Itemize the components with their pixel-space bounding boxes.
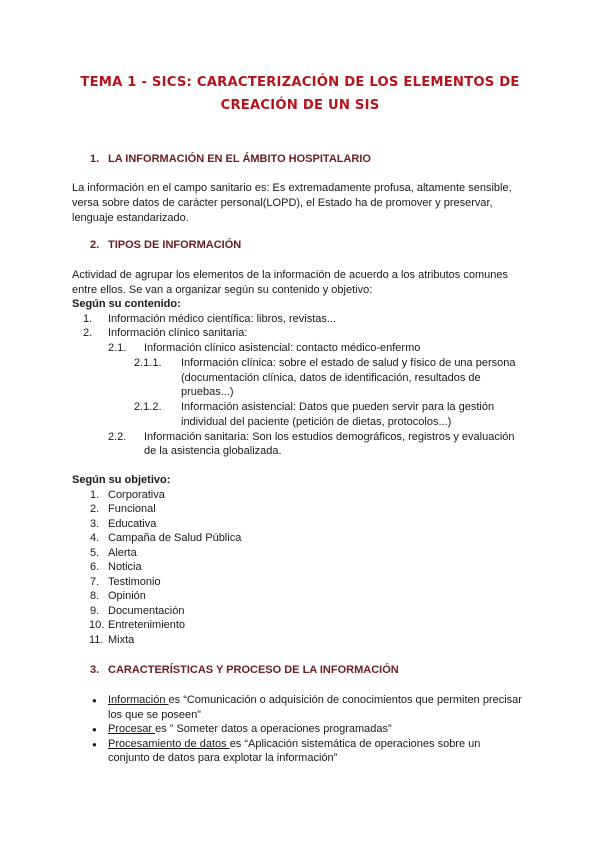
- list-item: Noticia: [108, 561, 142, 573]
- section-1-title: LA INFORMACIÓN EN EL ÁMBITO HOSPITALARIO: [108, 153, 371, 165]
- definition-text: es ” Someter datos a operaciones programadas”: [155, 723, 392, 735]
- section-3-number: 3.: [90, 664, 100, 676]
- paragraph-line: Actividad de agrupar los elementos de la información de acuerdo a los atributos comunes: [72, 269, 508, 281]
- list-number: 2.2.: [108, 431, 127, 443]
- term-informacion: Información: [108, 694, 169, 706]
- paragraph-line: versa sobre datos de carácter personal(LOPD), el Estado ha de promover y preservar,: [72, 197, 493, 209]
- list-number: 3.: [90, 518, 100, 530]
- paragraph-line: lenguaje estandarizado.: [72, 212, 189, 224]
- list-item: Opinión: [108, 590, 146, 602]
- list-number: 2.1.1.: [134, 357, 162, 369]
- list-number: 1.: [90, 489, 100, 501]
- list-number: 2.: [83, 327, 93, 339]
- definition-text: es “Aplicación sistemática de operaciones sobre un: [229, 738, 481, 750]
- bullet-item-procesar: [108, 722, 392, 737]
- bullet-item-informacion: [108, 693, 522, 708]
- list-item: Entretenimiento: [108, 619, 186, 631]
- bullet-icon: ●: [92, 696, 97, 705]
- section-1-number: 1.: [90, 153, 100, 165]
- list-item: Información clínico asistencial: contacto médico-enfermo: [144, 342, 421, 354]
- list-item: Documentación: [108, 605, 185, 617]
- title-line-2: CREACIÓN DE UN SIS: [220, 98, 380, 113]
- bullet-item-cont: conjunto de datos para explotar la información”: [108, 752, 338, 764]
- list-item: Información asistencial: Datos que pueden servir para la gestión: [181, 401, 495, 413]
- list-number: 2.1.2.: [134, 401, 162, 413]
- list-item-cont: de la asistencia globalizada.: [144, 445, 282, 457]
- list-number: 9.: [90, 605, 100, 617]
- list-number: 8.: [90, 590, 100, 602]
- list-number: 5.: [90, 547, 100, 559]
- list-number: 2.1.: [108, 342, 127, 354]
- section-2-number: 2.: [90, 239, 100, 251]
- bullet-item-procesamiento: [108, 737, 480, 752]
- paragraph-line: La información en el campo sanitario es: Es extremadamente profusa, altamente sensible,: [72, 182, 512, 194]
- definition-text: es “Comunicación o adquisición de conocimientos que permiten precisar: [168, 694, 522, 706]
- bullet-icon: ●: [92, 725, 97, 734]
- contenido-label: Según su contenido:: [72, 298, 181, 310]
- section-2-intro: [72, 268, 528, 298]
- list-number: 1.: [83, 313, 93, 325]
- list-number: 10.: [89, 619, 105, 631]
- list-item: Educativa: [108, 518, 157, 530]
- section-3-title: CARACTERÍSTICAS Y PROCESO DE LA INFORMACIÓN: [108, 664, 399, 676]
- section-2-heading: [90, 239, 241, 251]
- list-item: Mixta: [108, 634, 135, 646]
- paragraph-line: entre ellos. Se van a organizar según su contenido y objetivo:: [72, 284, 373, 296]
- list-item-cont: (documentación clínica, datos de identificación, resultados de: [181, 372, 481, 384]
- section-2-title: TIPOS DE INFORMACIÓN: [108, 239, 242, 251]
- term-procesar: Procesar: [108, 723, 156, 735]
- list-item: Información clínica: sobre el estado de salud y físico de una persona: [181, 357, 516, 369]
- list-item: Corporativa: [108, 489, 165, 501]
- term-procesamiento: Procesamiento de datos: [108, 738, 230, 750]
- list-item: Campaña de Salud Pública: [108, 532, 242, 544]
- list-number: 2.: [90, 503, 100, 515]
- list-number: 7.: [90, 576, 100, 588]
- section-1-paragraph: [72, 181, 528, 226]
- list-item-cont: individual del paciente (petición de dietas, protocolos...): [181, 416, 452, 428]
- section-1-heading: [90, 153, 371, 165]
- title-line-1: TEMA 1 - SICS: CARACTERIZACIÓN DE LOS ELEMENTOS DE: [80, 75, 520, 90]
- section-3-heading: [90, 664, 399, 676]
- list-item-cont: pruebas...): [181, 386, 234, 398]
- objetivo-label: Según su objetivo:: [72, 474, 171, 486]
- list-item: Información clínico sanitaria:: [108, 327, 248, 339]
- bullet-item-cont: los que se poseen”: [108, 709, 201, 721]
- bullet-icon: ●: [92, 740, 97, 749]
- document-title: [60, 71, 540, 117]
- list-item: Testimonio: [108, 576, 161, 588]
- list-item: Información médico científica: libros, revistas...: [108, 313, 337, 325]
- list-item: Funcional: [108, 503, 156, 515]
- list-item: Alerta: [108, 547, 137, 559]
- list-item: Información sanitaria: Son los estudios demográficos, registros y evaluación: [144, 431, 515, 443]
- list-number: 11.: [89, 634, 104, 646]
- list-number: 4.: [90, 532, 100, 544]
- list-number: 6.: [90, 561, 100, 573]
